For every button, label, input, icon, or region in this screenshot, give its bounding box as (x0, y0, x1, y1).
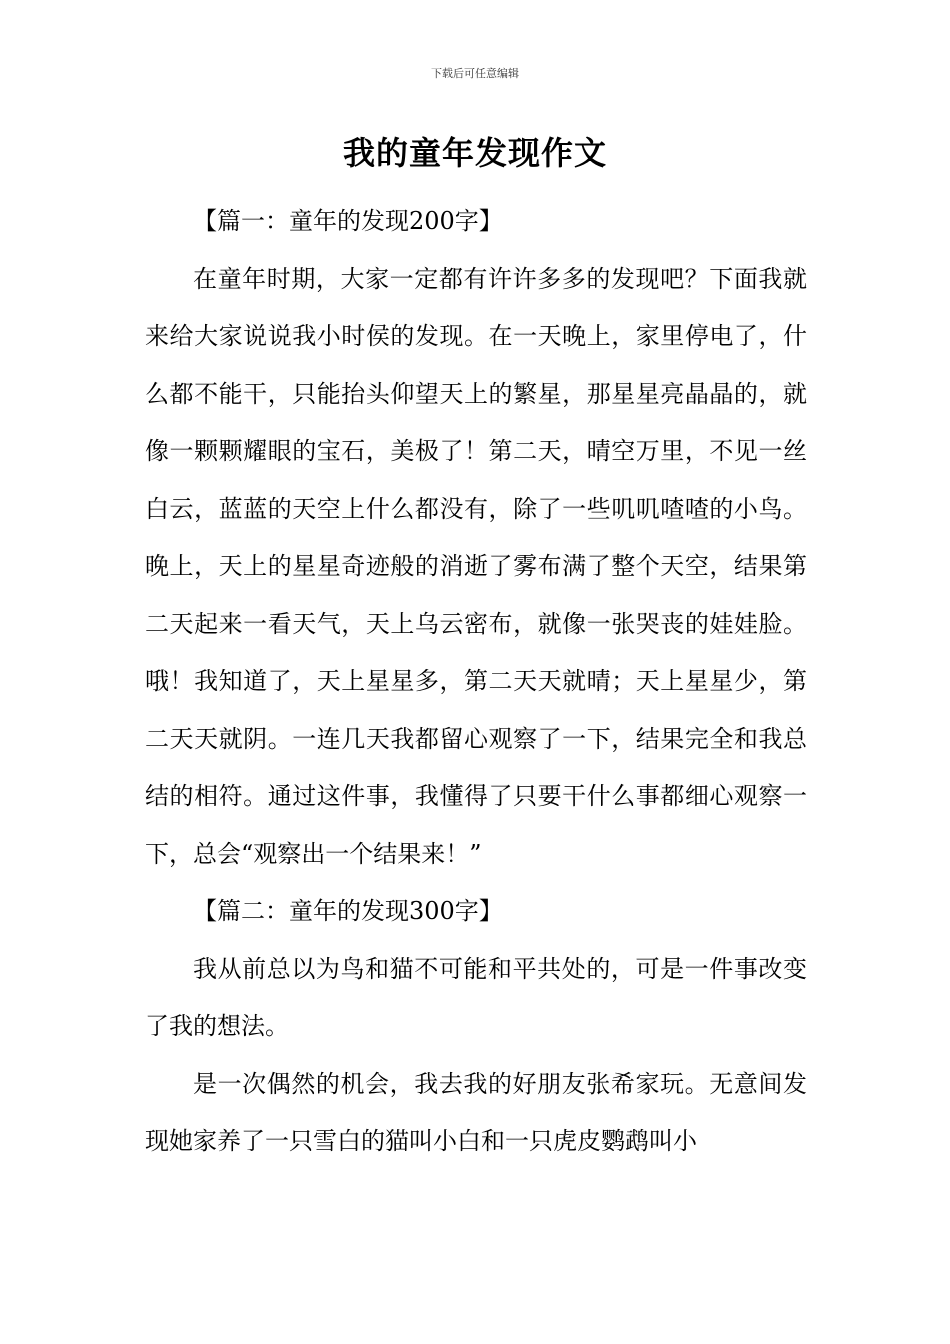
document-body (145, 193, 807, 1171)
section-heading: 【篇二：童年的发现300字】 (193, 897, 503, 925)
section-heading: 【篇一：童年的发现200字】 (193, 207, 503, 235)
paragraph: 我从前总以为鸟和猫不可能和平共处的，可是一件事改变了我的想法。 (145, 954, 807, 1040)
paragraph: 是一次偶然的机会，我去我的好朋友张希家玩。无意间发现她家养了一只雪白的猫叫小白和一只虎皮鹦鹉叫小 (145, 1069, 807, 1155)
paragraph: 在童年时期，大家一定都有许许多多的发现吧？下面我就来给大家说说我小时侯的发现。在一天晚上，家里停电了，什么都不能干，只能抬头仰望天上的繁星，那星星亮晶晶的，就像一颗颗耀眼的宝石，美极了！第二天，晴空万里，不见一丝白云，蓝蓝的天空上什么都没有，除了一些叽叽喳喳的小鸟。晚上，天上的星星奇迹般的消逝了雾布满了整个天空，结果第二天起来一看天气，天上乌云密布，就像一张哭丧的娃娃脸。哦！我知道了，天上星星多，第二天天就晴；天上星星少，第二天天就阴。一连几天我都留心观察了一下，结果完全和我总结的相符。通过这件事，我懂得了只要干什么事都细心观察一下，总会“观察出一个结果来！” (145, 264, 807, 868)
header-note: 下载后可任意编辑 (431, 67, 519, 80)
document-title: 我的童年发现作文 (342, 134, 607, 172)
